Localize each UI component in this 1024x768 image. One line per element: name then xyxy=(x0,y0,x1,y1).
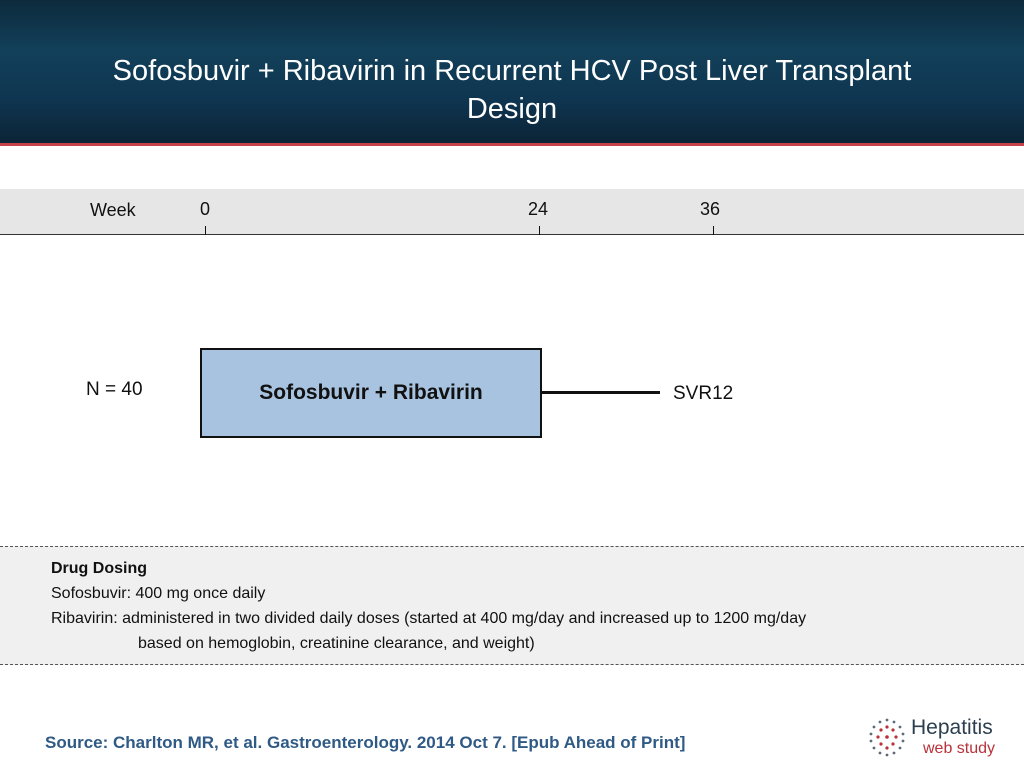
week-tick-0 xyxy=(205,226,206,235)
title-divider xyxy=(0,143,1024,146)
week-tick-36 xyxy=(713,226,714,235)
logo-text-hepatitis: Hepatitis xyxy=(911,716,993,739)
drug-dosing-heading: Drug Dosing xyxy=(51,560,147,577)
week-tick-24 xyxy=(539,226,540,235)
treatment-arm-label: Sofosbuvir + Ribavirin xyxy=(259,381,483,404)
week-tick-label-24: 24 xyxy=(528,199,549,219)
dot-globe-icon xyxy=(866,716,908,758)
sofosbuvir-dosing: Sofosbuvir: 400 mg once daily xyxy=(51,585,266,602)
week-timeline-band xyxy=(0,189,1024,235)
slide-title-line2: Design xyxy=(466,93,558,125)
follow-up-line xyxy=(540,391,660,394)
hepatitis-web-study-logo xyxy=(866,716,1016,760)
slide-title xyxy=(0,52,1024,128)
drug-dosing-panel xyxy=(0,546,1024,665)
ribavirin-dosing-continued: based on hemoglobin, creatinine clearance, and weight) xyxy=(138,635,535,652)
treatment-arm-box xyxy=(200,348,542,438)
source-citation: Source: Charlton MR, et al. Gastroenterology. 2014 Oct 7. [Epub Ahead of Print] xyxy=(45,733,686,752)
endpoint-label: SVR12 xyxy=(673,383,734,404)
ribavirin-dosing: Ribavirin: administered in two divided daily doses (started at 400 mg/day and increased up to 1200 mg/day xyxy=(51,610,807,627)
week-label: Week xyxy=(90,200,136,220)
week-tick-label-0: 0 xyxy=(200,199,211,219)
logo-text-web-study: web study xyxy=(923,740,996,757)
slide-title-line1: Sofosbuvir + Ribavirin in Recurrent HCV Post Liver Transplant xyxy=(112,55,912,87)
sample-size-label: N = 40 xyxy=(86,379,143,400)
week-tick-label-36: 36 xyxy=(700,199,721,219)
